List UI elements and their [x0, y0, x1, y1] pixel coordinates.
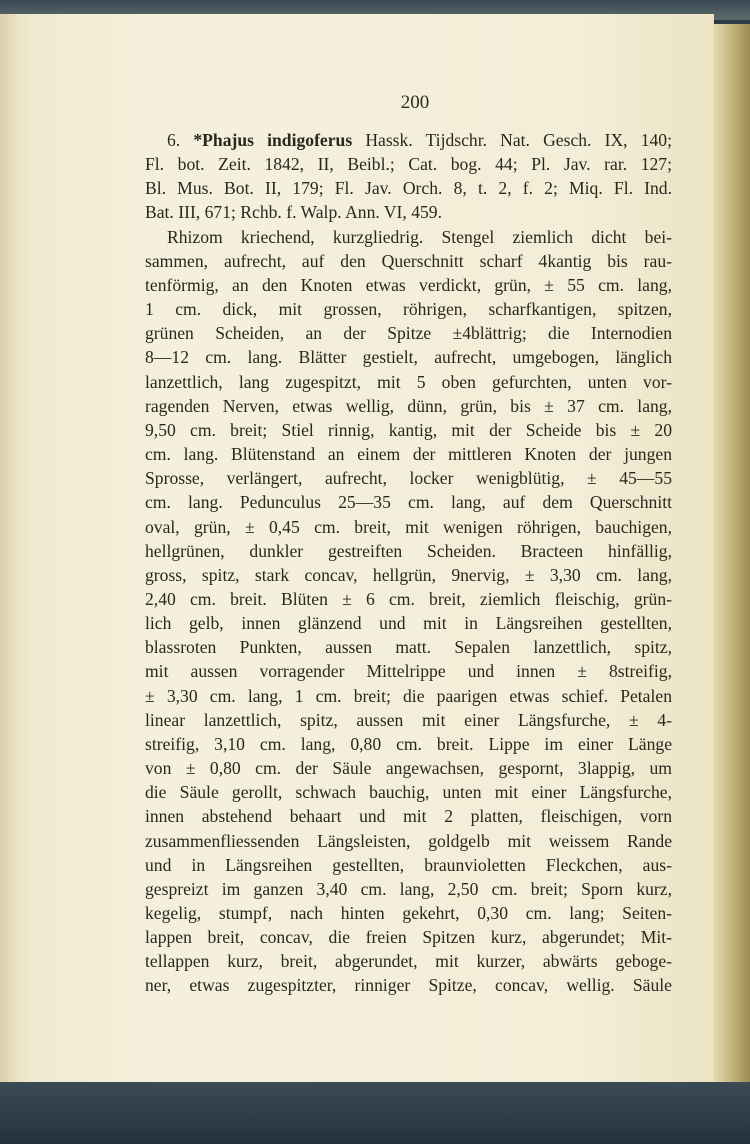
description-line: tellappen kurz, breit, abgerundet, mit kurzer, abwärts geboge-	[145, 951, 672, 972]
description-line: kegelig, stumpf, nach hinten gekehrt, 0,30 cm. lang; Seiten-	[145, 903, 672, 923]
entry-heading-line	[145, 128, 672, 152]
description-line: und in Längsreihen gestellten, braunvioletten Fleckchen, aus-	[145, 854, 672, 875]
description-line: linear lanzettlich, spitz, aussen mit einer Längsfurche, ± 4-	[145, 709, 672, 730]
description-line: mit aussen vorragender Mittelrippe und innen ± 8streifig,	[145, 661, 672, 682]
species-name: *Phajus indigoferus	[193, 130, 353, 150]
description-line: 8—12 cm. lang. Blätter gestielt, aufrecht, umgebogen, länglich	[145, 347, 672, 368]
description-line: Sprosse, verlängert, aufrecht, locker wenigblütig, ± 45—55	[145, 468, 672, 489]
scan-bottom-border	[0, 1082, 750, 1144]
description-line: von ± 0,80 cm. der Säule angewachsen, gespornt, 3lappig, um	[145, 758, 672, 779]
description-line: Rhizom kriechend, kurzgliedrig. Stengel ziemlich dicht bei-	[167, 226, 672, 247]
description-line: lanzettlich, lang zugespitzt, mit 5 oben gefurchten, unten vor-	[145, 371, 672, 392]
description-line: gespreizt im ganzen 3,40 cm. lang, 2,50 cm. breit; Sporn kurz,	[145, 878, 672, 899]
description-line: lappen breit, concav, die freien Spitzen kurz, abgerundet; Mit-	[145, 927, 672, 948]
book-spine-edge	[712, 24, 750, 1086]
description-line: die Säule gerollt, schwach bauchig, unten mit einer Längsfurche,	[145, 782, 672, 803]
description-line: sammen, aufrecht, auf den Querschnitt scharf 4kantig bis rau-	[145, 250, 672, 271]
page-text	[145, 128, 672, 998]
description-line: cm. lang. Pedunculus 25—35 cm. lang, auf dem Querschnitt	[145, 492, 672, 513]
description-line: 2,40 cm. breit. Blüten ± 6 cm. breit, ziemlich fleischig, grün-	[145, 588, 672, 609]
description-line: zusammenfliessenden Längsleisten, goldgelb mit weissem Rande	[145, 830, 672, 851]
description-line: ragenden Nerven, etwas wellig, dünn, grün, bis ± 37 cm. lang,	[145, 395, 672, 416]
description-line: tenförmig, an den Knoten etwas verdickt, grün, ± 55 cm. lang,	[145, 274, 672, 295]
description-line: cm. lang. Blütenstand an einem der mittleren Knoten der jungen	[145, 444, 672, 465]
page-left-edge	[0, 14, 32, 1088]
description-line: innen abstehend behaart und mit 2 platten, fleischigen, vorn	[145, 806, 672, 827]
description-line: grünen Scheiden, an der Spitze ±4blättrig; die Internodien	[145, 323, 672, 344]
page-number: 200	[400, 92, 430, 113]
description-line: lich gelb, innen glänzend und mit in Längsreihen gestellten,	[145, 613, 672, 634]
description-line: gross, spitz, stark concav, hellgrün, 9nervig, ± 3,30 cm. lang,	[145, 564, 672, 585]
citation-line: Fl. bot. Zeit. 1842, II, Beibl.; Cat. bog. 44; Pl. Jav. rar. 127;	[145, 154, 672, 175]
description-line: ner, etwas zugespitzter, rinniger Spitze, concav, wellig. Säule	[145, 975, 672, 996]
description-line: oval, grün, ± 0,45 cm. breit, mit wenigen röhrigen, bauchigen,	[145, 516, 672, 537]
description-line: 9,50 cm. breit; Stiel rinnig, kantig, mit der Scheide bis ± 20	[145, 419, 672, 440]
description-line: 1 cm. dick, mit grossen, röhrigen, scharfkantigen, spitzen,	[145, 299, 672, 320]
entry-number: 6.	[167, 130, 181, 150]
citation-line: Bl. Mus. Bot. II, 179; Fl. Jav. Orch. 8, t. 2, f. 2; Miq. Fl. Ind.	[145, 178, 672, 199]
description-line: streifig, 3,10 cm. lang, 0,80 cm. breit. Lippe im einer Länge	[145, 733, 672, 754]
citation-line: Hassk. Tijdschr. Nat. Gesch. IX, 140;	[352, 130, 672, 150]
description-line: hellgrünen, dunkler gestreiften Scheiden. Bracteen hinfällig,	[145, 540, 672, 561]
description-line: ± 3,30 cm. lang, 1 cm. breit; die paarigen etwas schief. Petalen	[145, 685, 672, 706]
citation-line: Bat. III, 671; Rchb. f. Walp. Ann. VI, 459.	[145, 202, 442, 223]
description-line: blassroten Punkten, aussen matt. Sepalen lanzettlich, spitz,	[145, 637, 672, 658]
